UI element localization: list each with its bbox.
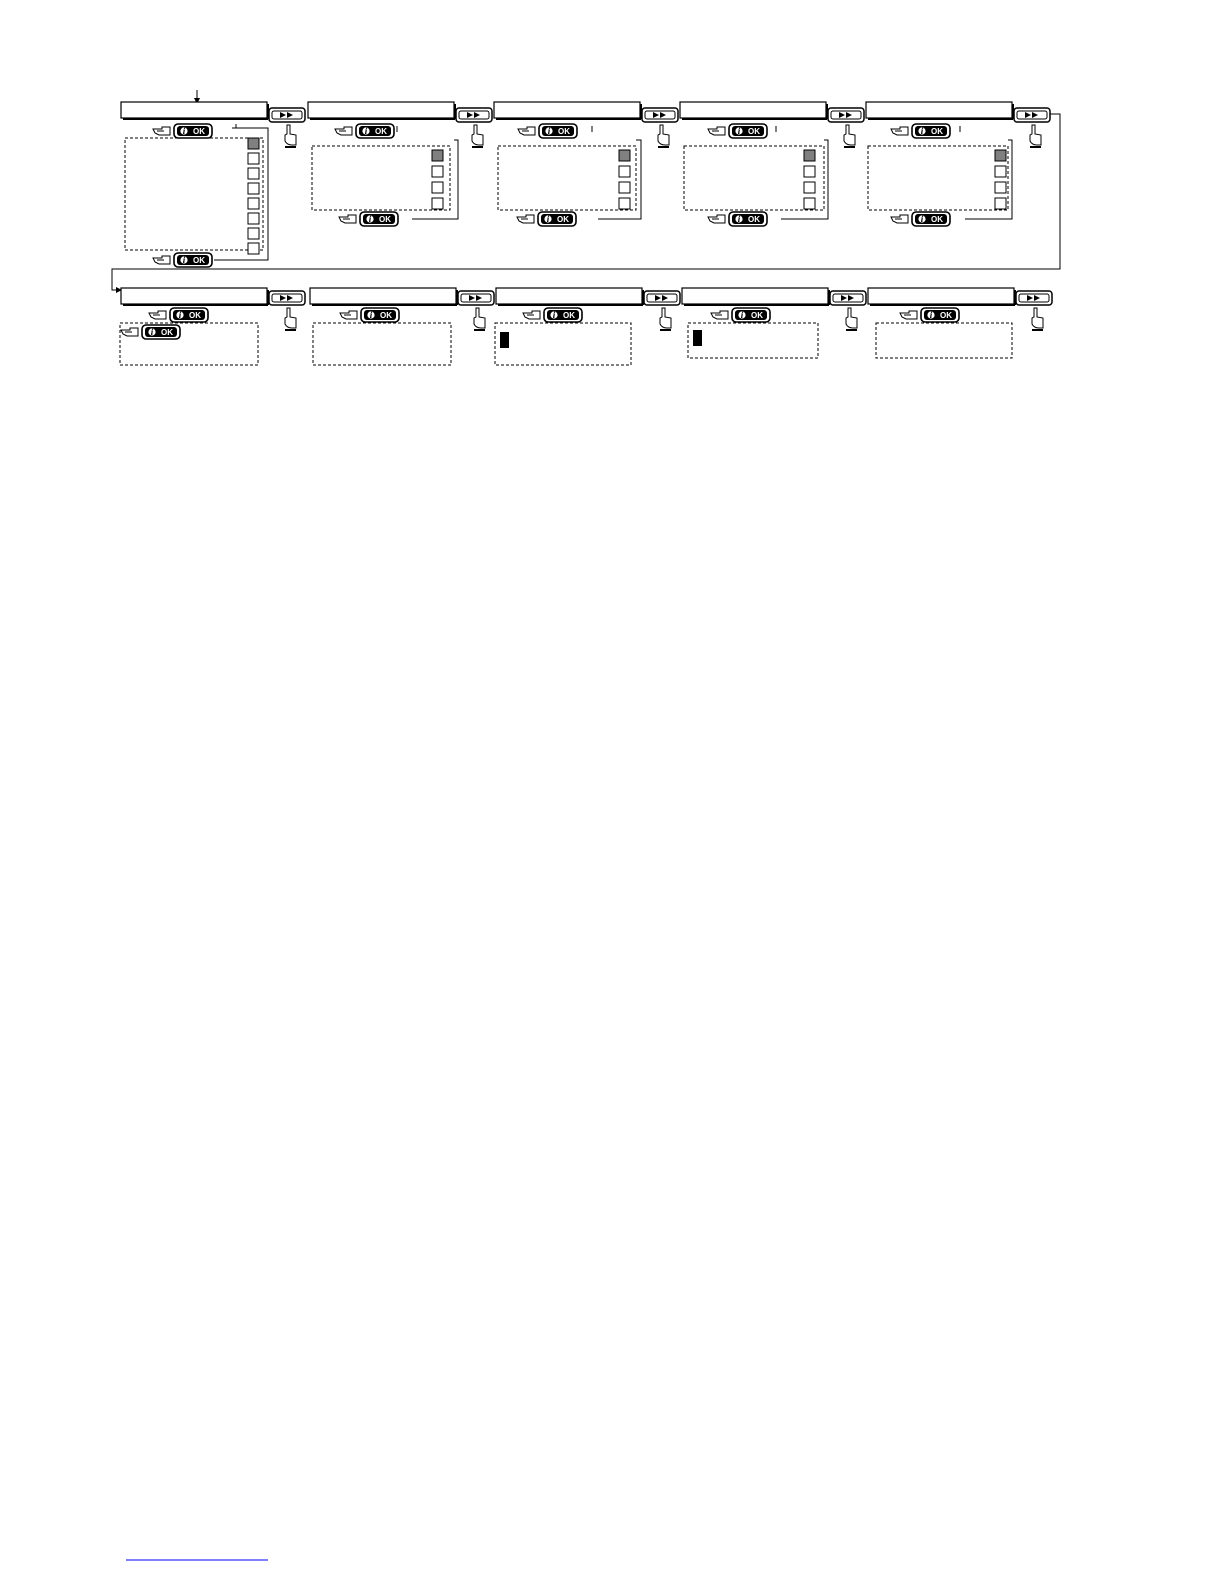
screen-bar	[121, 102, 267, 118]
ok-info-button-icon	[523, 308, 582, 322]
ok-info-button-icon	[153, 253, 212, 267]
info-label: i	[182, 126, 186, 136]
hand-shape	[1032, 308, 1043, 328]
menu-screen-header	[868, 288, 1015, 305]
pointing-hand-icon	[285, 125, 296, 147]
menu-screen-header	[496, 288, 643, 305]
menu-screens	[120, 102, 1052, 365]
next-arrow-icon	[269, 108, 305, 122]
ok-label: OK	[748, 215, 760, 224]
screen-bar	[868, 288, 1014, 304]
option-box-icon	[619, 198, 630, 209]
info-label: i	[546, 214, 550, 224]
next-arrow-icon	[458, 291, 494, 305]
option-box-icon	[248, 243, 259, 254]
next-arrow-icon	[828, 108, 864, 122]
ok-label: OK	[193, 127, 205, 136]
option-box-icon	[248, 138, 259, 149]
ok-info-button-icon	[149, 308, 208, 322]
hand-shape	[474, 308, 485, 328]
next-arrow-icon	[642, 108, 678, 122]
option-box-icon	[248, 228, 259, 239]
option-box-icon	[804, 182, 815, 193]
info-label: i	[737, 214, 741, 224]
option-box-icon	[995, 198, 1006, 209]
ok-info-button-icon	[153, 124, 212, 138]
info-label: i	[150, 327, 154, 337]
options-panel	[684, 146, 824, 210]
options-panel	[495, 323, 631, 365]
pointing-hand-icon	[1032, 308, 1043, 330]
options-panel	[688, 323, 818, 358]
ok-info-button-icon	[708, 212, 767, 226]
option-box-icon	[248, 153, 259, 164]
option-box-icon	[432, 198, 443, 209]
ok-label: OK	[563, 311, 575, 320]
option-box-icon	[995, 150, 1006, 161]
ok-label: OK	[193, 256, 205, 265]
option-box-icon	[804, 150, 815, 161]
option-box-icon	[248, 198, 259, 209]
ok-label: OK	[189, 311, 201, 320]
info-label: i	[920, 214, 924, 224]
hand-shape	[658, 125, 669, 145]
options-panel	[313, 323, 451, 365]
ok-info-button-icon	[335, 124, 394, 138]
next-arrow-icon	[269, 291, 305, 305]
ok-info-button-icon	[891, 124, 950, 138]
screen-bar	[680, 102, 826, 118]
hand-shape	[660, 308, 671, 328]
menu-screen-header	[121, 102, 268, 119]
options-panel	[498, 146, 636, 210]
next-arrow-icon	[830, 291, 866, 305]
menu-screen-header	[680, 102, 827, 119]
info-label: i	[369, 310, 373, 320]
ok-info-button-icon	[708, 124, 767, 138]
screen-bar	[121, 288, 267, 304]
menu-screen-header	[310, 288, 457, 305]
screen-bar	[494, 102, 640, 118]
options-panel	[120, 323, 258, 365]
option-box-icon	[619, 150, 630, 161]
menu-screen-header	[494, 102, 641, 119]
hand-shape	[285, 308, 296, 328]
ok-label: OK	[558, 127, 570, 136]
ok-label: OK	[751, 311, 763, 320]
screen-bar	[496, 288, 642, 304]
option-box-icon	[995, 166, 1006, 177]
menu-screen-header	[121, 288, 268, 305]
option-box-icon	[432, 166, 443, 177]
info-label: i	[929, 310, 933, 320]
option-box-icon	[619, 182, 630, 193]
screen-bar	[308, 102, 454, 118]
next-arrow-icon	[1016, 291, 1052, 305]
connector-path	[214, 128, 268, 260]
info-label: i	[920, 126, 924, 136]
pointing-hand-icon	[474, 308, 485, 330]
pointing-hand-icon	[658, 125, 669, 147]
option-box-icon	[432, 182, 443, 193]
ok-label: OK	[380, 311, 392, 320]
info-label: i	[740, 310, 744, 320]
hand-shape	[846, 308, 857, 328]
screen-bar	[866, 102, 1012, 118]
hand-shape	[1030, 125, 1041, 145]
options-panel	[868, 146, 1008, 210]
ok-info-button-icon	[900, 308, 959, 322]
hand-shape	[844, 125, 855, 145]
ok-info-button-icon	[121, 325, 180, 339]
option-box-icon	[804, 166, 815, 177]
pointing-hand-icon	[846, 308, 857, 330]
next-arrow-icon	[456, 108, 492, 122]
ok-label: OK	[161, 328, 173, 337]
option-box-icon	[248, 168, 259, 179]
pointing-hand-icon	[844, 125, 855, 147]
next-arrow-icon	[1014, 108, 1050, 122]
ok-info-button-icon	[517, 212, 576, 226]
option-box-icon	[804, 198, 815, 209]
options-panel	[125, 138, 263, 250]
hand-shape	[472, 125, 483, 145]
text-cursor	[693, 330, 702, 346]
ok-info-button-icon	[891, 212, 950, 226]
options-panel	[876, 323, 1012, 358]
info-label: i	[182, 255, 186, 265]
text-cursor	[500, 332, 509, 348]
next-arrow-icon	[644, 291, 680, 305]
option-box-icon	[619, 166, 630, 177]
ok-label: OK	[557, 215, 569, 224]
option-box-icon	[995, 182, 1006, 193]
ok-label: OK	[931, 127, 943, 136]
info-label: i	[547, 126, 551, 136]
ok-label: OK	[375, 127, 387, 136]
option-box-icon	[248, 213, 259, 224]
screen-bar	[682, 288, 828, 304]
ok-info-button-icon	[340, 308, 399, 322]
hand-shape	[285, 125, 296, 145]
menu-screen-header	[866, 102, 1013, 119]
ok-info-button-icon	[339, 212, 398, 226]
info-label: i	[364, 126, 368, 136]
options-panel	[312, 146, 450, 210]
screen-bar	[310, 288, 456, 304]
option-box-icon	[248, 183, 259, 194]
pointing-hand-icon	[285, 308, 296, 330]
info-label: i	[368, 214, 372, 224]
pointing-hand-icon	[472, 125, 483, 147]
ok-label: OK	[379, 215, 391, 224]
info-label: i	[737, 126, 741, 136]
pointing-hand-icon	[1030, 125, 1041, 147]
pointing-hand-icon	[660, 308, 671, 330]
ok-label: OK	[931, 215, 943, 224]
menu-screen-header	[308, 102, 455, 119]
info-label: i	[552, 310, 556, 320]
ok-label: OK	[940, 311, 952, 320]
info-label: i	[178, 310, 182, 320]
option-box-icon	[432, 150, 443, 161]
ok-label: OK	[748, 127, 760, 136]
ok-info-button-icon	[518, 124, 577, 138]
ok-info-button-icon	[711, 308, 770, 322]
menu-screen-header	[682, 288, 829, 305]
